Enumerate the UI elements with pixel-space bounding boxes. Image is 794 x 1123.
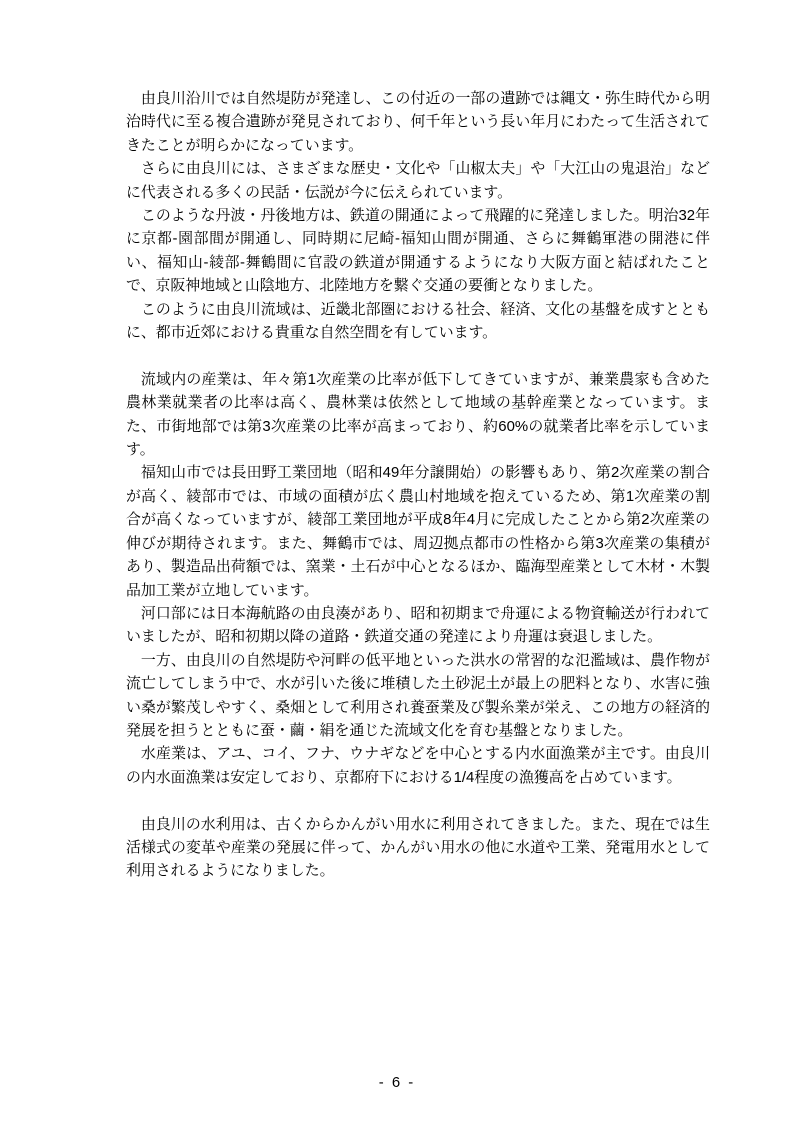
text-section-history bbox=[126, 88, 710, 345]
page-number: - 6 - bbox=[378, 1075, 416, 1091]
paragraph: 由良川の水利用は、古くからかんがい用水に利用されてきました。また、現在では生活様式の変革や産業の発展に伴って、かんがい用水の他に水道や工業、発電用水として利用されるようになりました。 bbox=[126, 816, 710, 880]
paragraph: 一方、由良川の自然堤防や河畔の低平地といった洪水の常習的な氾濫域は、農作物が流亡してしまう中で、水が引いた後に堆積した土砂泥土が最上の肥料となり、水害に強い桑が繁茂しやすく、桑畑として利用され養蚕業及び製糸業が栄え、この地方の経済的発展を担うとともに蚕・繭・絹を通じた流域文化を育む基盤となりました。 bbox=[126, 652, 710, 739]
document-body bbox=[126, 88, 710, 884]
paragraph: さらに由良川には、さまざまな歴史・文化や「山椒太夫」や「大江山の鬼退治」などに代表される多くの民話・伝説が今に伝えられています。 bbox=[126, 161, 710, 201]
paragraph: 河口部には日本海航路の由良湊があり、昭和初期まで舟運による物資輸送が行われていましたが、昭和初期以降の道路・鉄道交通の発達により舟運は衰退しました。 bbox=[126, 605, 710, 646]
paragraph: 福知山市では長田野工業団地（昭和49年分譲開始）の影響もあり、第2次産業の割合が高く、綾部市では、市域の面積が広く農山村地域を抱えているため、第1次産業の割合が高くなっていますが、綾部工業団地が平成8年4月に完成したことから第2次産業の伸びが期待されます。また、舞鶴市では、周辺拠点都市の性格から第3次産業の集積があり、製造品出荷額では、窯業・土石が中心となるほか、臨海型産業として木材・木製品加工業が立地しています。 bbox=[126, 465, 710, 599]
paragraph: 水産業は、アユ、コイ、フナ、ウナギなどを中心とする内水面漁業が主です。由良川の内水面漁業は安定しており、京都府下における1/4程度の漁獲高を占めています。 bbox=[126, 746, 710, 786]
paragraph: 流域内の産業は、年々第1次産業の比率が低下してきていますが、兼業農家も含めた農林業就業者の比率は高く、農林業は依然として地域の基幹産業となっています。また、市街地部では第3次産業の比率が高まっており、約60%の就業者比率を示しています。 bbox=[126, 371, 710, 459]
paragraph: このように由良川流域は、近畿北部圏における社会、経済、文化の基盤を成すとともに、都市近郊における貴重な自然空間を有しています。 bbox=[126, 301, 710, 342]
text-section-water-use bbox=[126, 814, 710, 884]
paragraph: このような丹波・丹後地方は、鉄道の開通によって飛躍的に発達しました。明治32年に京都-園部間が開通し、同時期に尼崎-福知山間が開通、さらに舞鶴軍港の開港に伴い、福知山-綾部-舞鶴間に官設の鉄道が開通するようになり大阪方面と結ばれたことで、京阪神地域と山陰地方、北陸地方を繋ぐ交通の要衝となりました。 bbox=[126, 208, 710, 295]
section-divider-blank-line bbox=[126, 790, 710, 813]
text-section-industry bbox=[126, 369, 710, 790]
section-divider-blank-line bbox=[126, 345, 710, 368]
paragraph: 由良川沿川では自然堤防が発達し、この付近の一部の遺跡では縄文・弥生時代から明治時代に至る複合遺跡が発見されており、何千年という長い年月にわたって生活されてきたことが明らかになっています。 bbox=[126, 91, 710, 154]
